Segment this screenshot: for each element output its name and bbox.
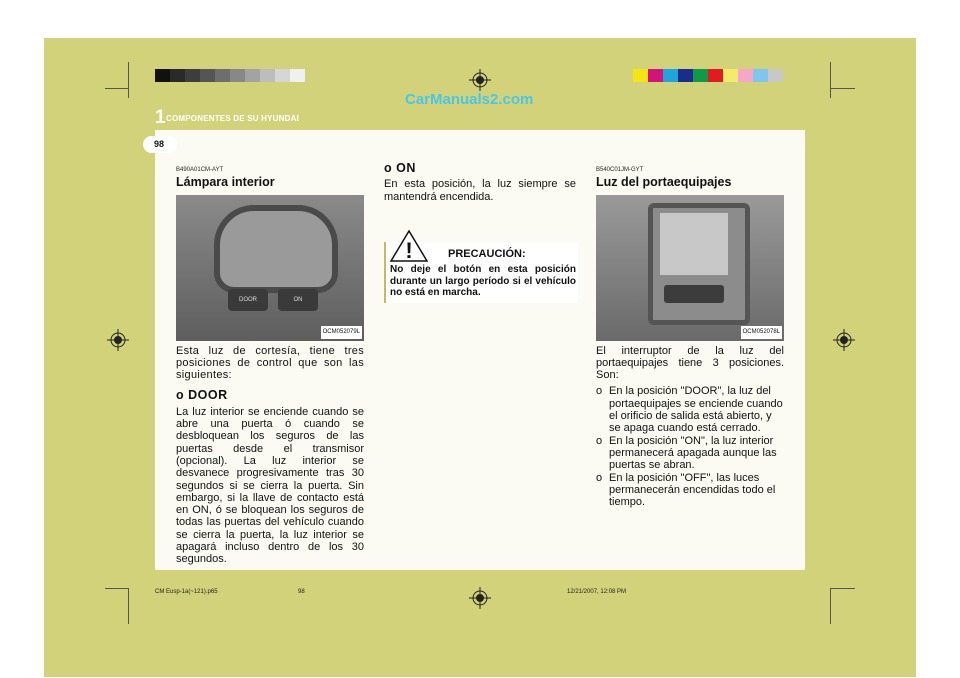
footer-file: CM Eusp-1a(~121).p65 xyxy=(155,589,218,595)
color-swatch xyxy=(648,69,663,82)
crop-mark xyxy=(830,588,855,589)
color-swatch xyxy=(260,69,275,82)
section-title: Lámpara interior xyxy=(176,175,275,190)
caution-box xyxy=(384,238,578,303)
registration-mark-icon xyxy=(469,69,491,91)
color-swatch xyxy=(693,69,708,82)
photo-caption: OCM052078L xyxy=(741,326,782,338)
door-switch-button: DOOR xyxy=(228,289,268,311)
positions-list xyxy=(596,385,784,508)
color-swatch xyxy=(663,69,678,82)
warning-triangle-icon xyxy=(390,230,428,262)
caution-text: No deje el botón en esta posición durante un largo período si el vehículo no está en marcha. xyxy=(390,264,576,298)
left-column xyxy=(176,164,364,566)
color-swatch xyxy=(633,69,648,82)
watermark[interactable]: CarManuals2.com xyxy=(405,91,534,108)
color-swatch xyxy=(200,69,215,82)
svg-text:!: ! xyxy=(405,238,413,262)
footer-page: 98 xyxy=(298,589,305,595)
lamp-lens xyxy=(660,213,728,275)
page-number: 98 xyxy=(154,139,165,149)
chapter-title: COMPONENTES DE SU HYUNDAI xyxy=(166,114,300,123)
intro-text: El interruptor de la luz del portaequipajes tiene 3 posiciones. Son: xyxy=(596,344,784,382)
color-swatch xyxy=(155,69,170,82)
on-heading: o ON xyxy=(384,161,416,175)
door-heading: o DOOR xyxy=(176,388,228,403)
list-marker: o xyxy=(596,434,603,447)
photo-caption: OCM052079L xyxy=(321,326,362,338)
door-text: La luz interior se enciende cuando se abre una puerta ó cuando se desbloquean los seguros de las puertas desde el transmisor (opcional). La luz interior se desvanece progresivamente tras 30 segundos si se cierra la puerta. Sin embargo, si la llave de contacto está en ON, ó se bloquean los seguros de todas las puertas del vehículo cuando se cierra la puerta, la luz interior se apagará incluso dentro de los 30 segundos. xyxy=(176,405,364,566)
color-swatch xyxy=(290,69,305,82)
chapter-number: 1 xyxy=(155,107,166,128)
color-swatch xyxy=(215,69,230,82)
luggage-lamp-photo xyxy=(596,195,784,341)
color-swatch xyxy=(723,69,738,82)
section-title: Luz del portaequipajes xyxy=(596,175,732,190)
crop-mark xyxy=(830,88,855,89)
section-code: B490A01CM-AYT xyxy=(176,167,224,173)
crop-mark xyxy=(830,62,831,98)
list-item-text: En la posición "DOOR", la luz del portaequipajes se enciende cuando el orificio de salida está abierto, y se apaga cuando está cerrado. xyxy=(609,385,783,435)
color-swatch xyxy=(275,69,290,82)
color-swatch xyxy=(768,69,783,82)
list-item xyxy=(596,385,784,434)
list-marker: o xyxy=(596,471,603,484)
cmyk-color-bar xyxy=(633,69,783,82)
color-swatch xyxy=(678,69,693,82)
lamp-switch xyxy=(664,285,724,303)
list-item xyxy=(596,435,784,472)
color-swatch xyxy=(245,69,260,82)
list-marker: o xyxy=(596,385,603,398)
color-swatch xyxy=(708,69,723,82)
registration-mark-icon xyxy=(107,329,129,351)
crop-mark xyxy=(830,588,831,624)
crop-mark xyxy=(128,588,129,624)
on-switch-button: ON xyxy=(278,289,318,311)
color-swatch xyxy=(170,69,185,82)
crop-mark xyxy=(128,62,129,98)
interior-lamp-photo xyxy=(176,195,364,341)
registration-mark-icon xyxy=(469,587,491,609)
list-item-text: En la posición "ON", la luz interior permanecerá apagada aunque las puertas se abran. xyxy=(609,434,777,472)
grayscale-color-bar xyxy=(155,69,305,82)
middle-column xyxy=(384,162,576,203)
list-item xyxy=(596,472,784,509)
registration-mark-icon xyxy=(833,329,855,351)
crop-mark xyxy=(105,588,128,589)
lamp-lens xyxy=(214,205,338,293)
section-code: B540C01JM-GYT xyxy=(596,167,644,173)
on-text: En esta posición, la luz siempre se mantendrá encendida. xyxy=(384,178,576,203)
color-swatch xyxy=(185,69,200,82)
list-item-text: En la posición "OFF", las luces permanecerán encendidas todo el tiempo. xyxy=(609,471,776,509)
color-swatch xyxy=(753,69,768,82)
footer-datetime: 12/21/2007, 12:08 PM xyxy=(567,589,627,595)
right-column xyxy=(596,164,784,508)
color-swatch xyxy=(738,69,753,82)
crop-mark xyxy=(105,88,128,89)
caution-title: PRECAUCIÓN: xyxy=(448,248,526,260)
color-swatch xyxy=(230,69,245,82)
intro-text: Esta luz de cortesía, tiene tres posiciones de control que son las siguientes: xyxy=(176,344,364,382)
